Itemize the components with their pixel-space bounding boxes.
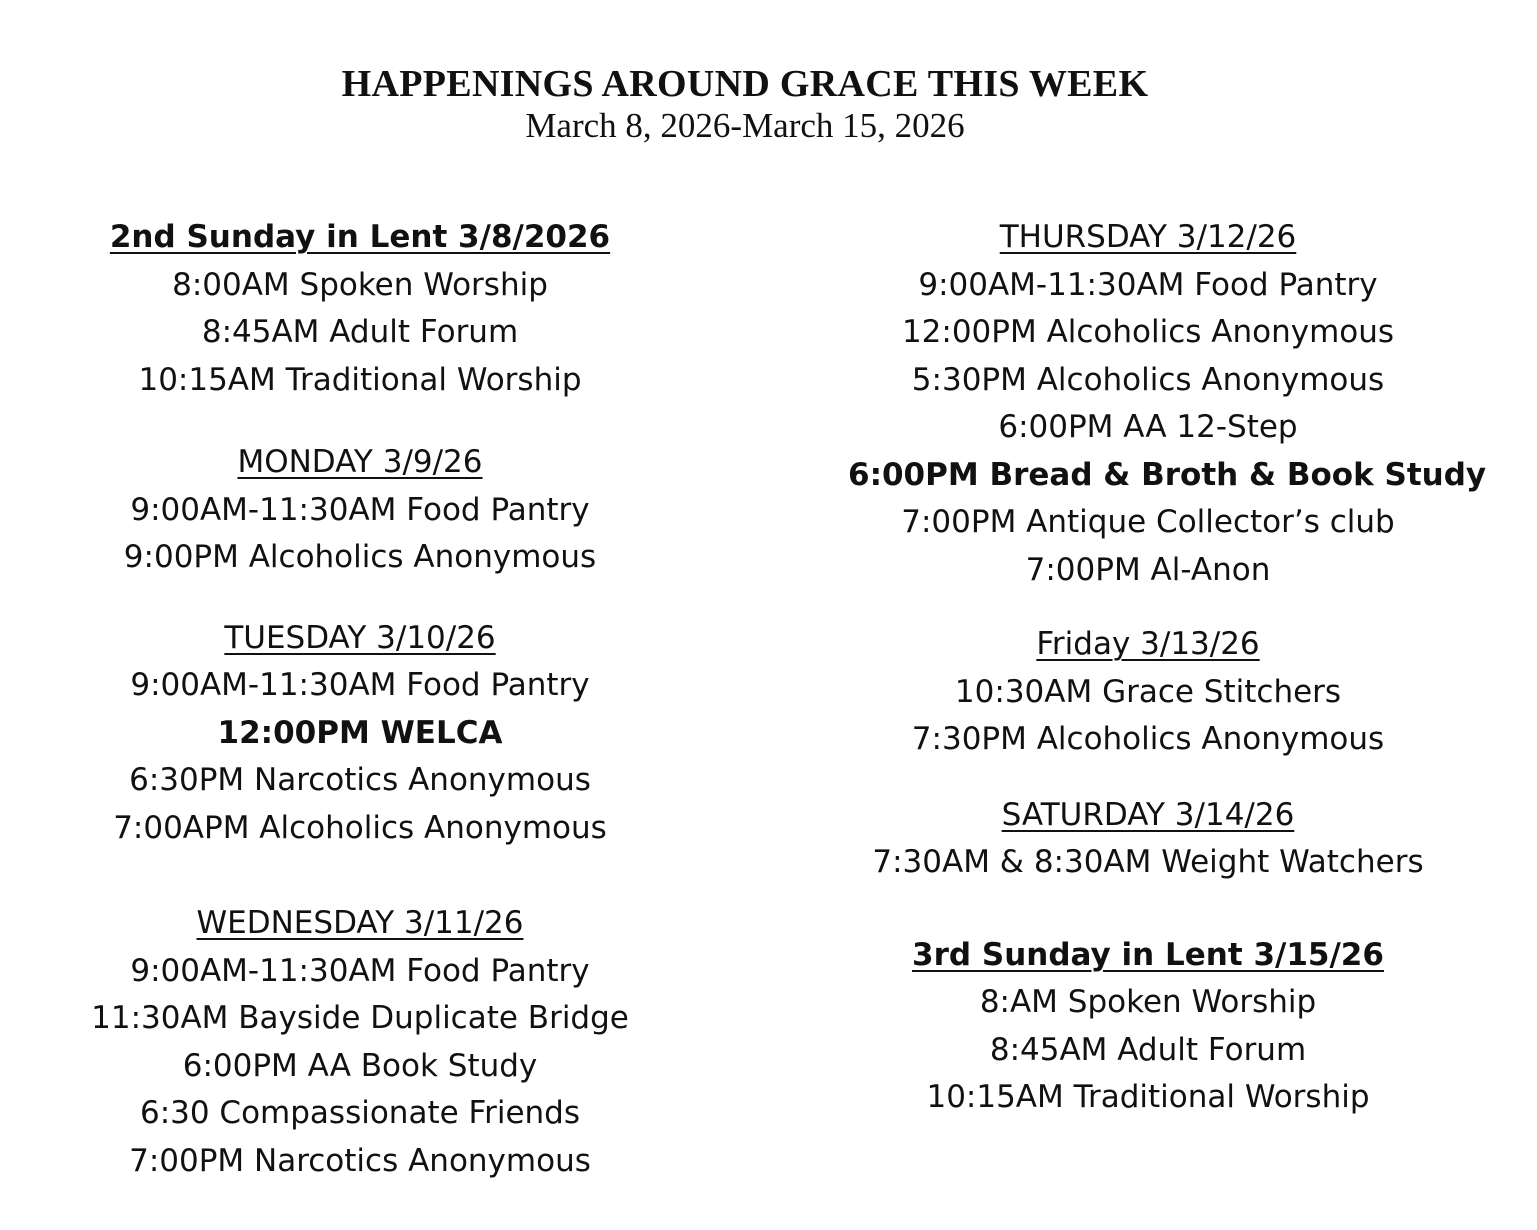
spacer bbox=[60, 404, 660, 439]
event-item: 6:30PM Narcotics Anonymous bbox=[129, 762, 591, 798]
day-heading: Friday 3/13/26 bbox=[1036, 626, 1260, 662]
spacer bbox=[848, 594, 1448, 621]
event-item: 5:30PM Alcoholics Anonymous bbox=[911, 361, 1385, 398]
event-item: 8:AM Spoken Worship bbox=[979, 984, 1317, 1020]
day-heading: TUESDAY 3/10/26 bbox=[224, 619, 496, 656]
event-item: 6:00PM Bread & Broth & Book Study bbox=[848, 456, 1487, 493]
event-item: 11:30AM Bayside Duplicate Bridge bbox=[91, 1000, 629, 1036]
day-section-wednesday bbox=[60, 900, 660, 1185]
event-item: 9:00AM-11:30AM Food Pantry bbox=[130, 952, 590, 989]
spacer bbox=[848, 764, 1448, 792]
event-item: 9:00AM-11:30AM Food Pantry bbox=[130, 667, 590, 703]
event-item: 9:00AM-11:30AM Food Pantry bbox=[918, 266, 1378, 303]
event-item: 6:00PM AA 12-Step bbox=[998, 409, 1298, 445]
event-item: 10:30AM Grace Stitchers bbox=[954, 673, 1342, 710]
spacer bbox=[848, 887, 1448, 932]
day-heading: 3rd Sunday in Lent 3/15/26 bbox=[912, 936, 1384, 973]
spacer bbox=[60, 582, 660, 615]
event-item: 12:00PM WELCA bbox=[217, 714, 503, 751]
event-item: 9:00AM-11:30AM Food Pantry bbox=[130, 491, 590, 528]
schedule-right-column bbox=[848, 214, 1487, 1122]
event-item: 7:00PM Al-Anon bbox=[1025, 551, 1271, 588]
spacer bbox=[60, 852, 660, 900]
event-item: 7:00PM Narcotics Anonymous bbox=[129, 1142, 591, 1179]
event-item: 7:30AM & 8:30AM Weight Watchers bbox=[872, 844, 1424, 880]
day-section-thursday bbox=[848, 214, 1487, 594]
event-item: 7:30PM Alcoholics Anonymous bbox=[911, 721, 1385, 757]
schedule-left-column bbox=[60, 214, 660, 1185]
day-section-friday bbox=[848, 621, 1448, 764]
day-section-sunday-lent-3 bbox=[848, 932, 1448, 1122]
day-section-tuesday bbox=[60, 615, 660, 853]
day-heading: WEDNESDAY 3/11/26 bbox=[196, 905, 524, 941]
event-item: 9:00PM Alcoholics Anonymous bbox=[123, 539, 597, 575]
day-heading: MONDAY 3/9/26 bbox=[237, 444, 483, 480]
event-item: 7:00APM Alcoholics Anonymous bbox=[113, 809, 607, 846]
day-heading: 2nd Sunday in Lent 3/8/2026 bbox=[109, 219, 611, 255]
event-item: 6:30 Compassionate Friends bbox=[139, 1095, 581, 1131]
day-heading: THURSDAY 3/12/26 bbox=[999, 219, 1297, 255]
event-item: 8:45AM Adult Forum bbox=[201, 314, 519, 350]
event-item: 10:15AM Traditional Worship bbox=[926, 1079, 1370, 1115]
page-title: HAPPENINGS AROUND GRACE THIS WEEK bbox=[341, 63, 1149, 105]
event-item: 8:45AM Adult Forum bbox=[989, 1031, 1307, 1068]
event-item: 7:00PM Antique Collector’s club bbox=[901, 504, 1395, 540]
date-range: March 8, 2026-March 15, 2026 bbox=[525, 106, 965, 145]
event-item: 12:00PM Alcoholics Anonymous bbox=[901, 314, 1395, 350]
day-section-sunday-lent-2 bbox=[60, 214, 660, 404]
event-item: 10:15AM Traditional Worship bbox=[138, 361, 582, 398]
day-section-monday bbox=[60, 439, 660, 582]
day-section-saturday bbox=[848, 792, 1448, 887]
day-heading: SATURDAY 3/14/26 bbox=[1001, 796, 1295, 833]
event-item: 6:00PM AA Book Study bbox=[182, 1047, 538, 1084]
page-header bbox=[0, 62, 1490, 146]
event-item: 8:00AM Spoken Worship bbox=[172, 266, 548, 303]
